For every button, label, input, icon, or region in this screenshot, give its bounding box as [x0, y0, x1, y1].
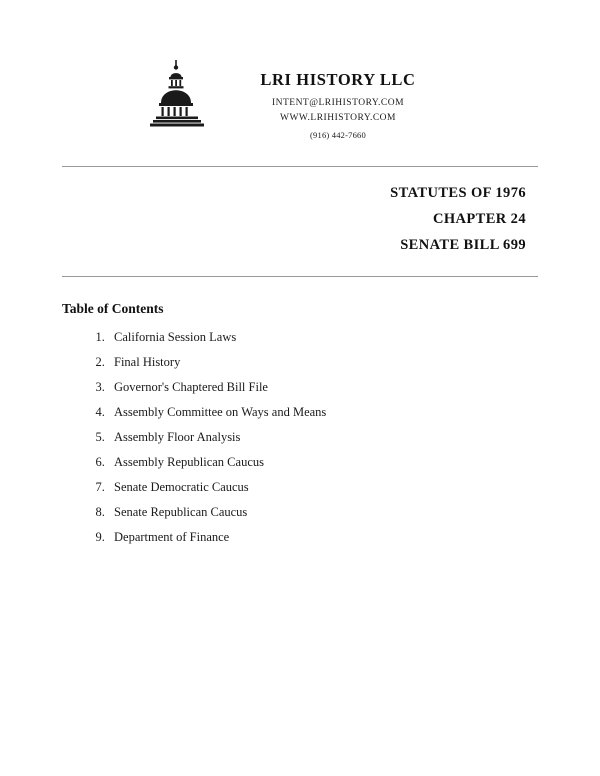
list-item[interactable]	[108, 431, 538, 444]
org-name: LRI HISTORY LLC	[260, 70, 416, 89]
org-phone: (916) 442-7660	[310, 130, 366, 140]
toc-item-label: Department of Finance	[114, 530, 230, 544]
list-item[interactable]	[108, 406, 538, 419]
list-item[interactable]	[108, 331, 538, 344]
list-item[interactable]	[108, 456, 538, 469]
table-of-contents	[0, 277, 600, 544]
toc-item-label: Governor's Chaptered Bill File	[114, 380, 268, 394]
toc-list	[62, 331, 538, 544]
chapter-number: CHAPTER 24	[432, 211, 526, 227]
org-details	[218, 56, 458, 140]
toc-item-label: Senate Democratic Caucus	[114, 480, 249, 494]
letterhead	[0, 0, 600, 140]
statutes-year: STATUTES OF 1976	[390, 185, 526, 201]
org-email: INTENT@LRIHISTORY.COM	[271, 98, 405, 108]
toc-item-label: California Session Laws	[114, 330, 237, 344]
bill-number: SENATE BILL 699	[400, 237, 526, 253]
toc-heading: Table of Contents	[62, 301, 164, 316]
org-website: WWW.LRIHISTORY.COM	[280, 113, 396, 123]
toc-item-label: Assembly Republican Caucus	[114, 455, 264, 469]
list-item[interactable]	[108, 506, 538, 519]
list-item[interactable]	[108, 356, 538, 369]
capitol-dome-icon	[142, 58, 212, 130]
list-item[interactable]	[108, 531, 538, 544]
list-item[interactable]	[108, 481, 538, 494]
title-block	[0, 167, 600, 254]
toc-item-label: Assembly Floor Analysis	[114, 430, 241, 444]
toc-item-label: Assembly Committee on Ways and Means	[114, 405, 327, 419]
toc-item-label: Final History	[114, 355, 181, 369]
toc-item-label: Senate Republican Caucus	[114, 505, 248, 519]
list-item[interactable]	[108, 381, 538, 394]
